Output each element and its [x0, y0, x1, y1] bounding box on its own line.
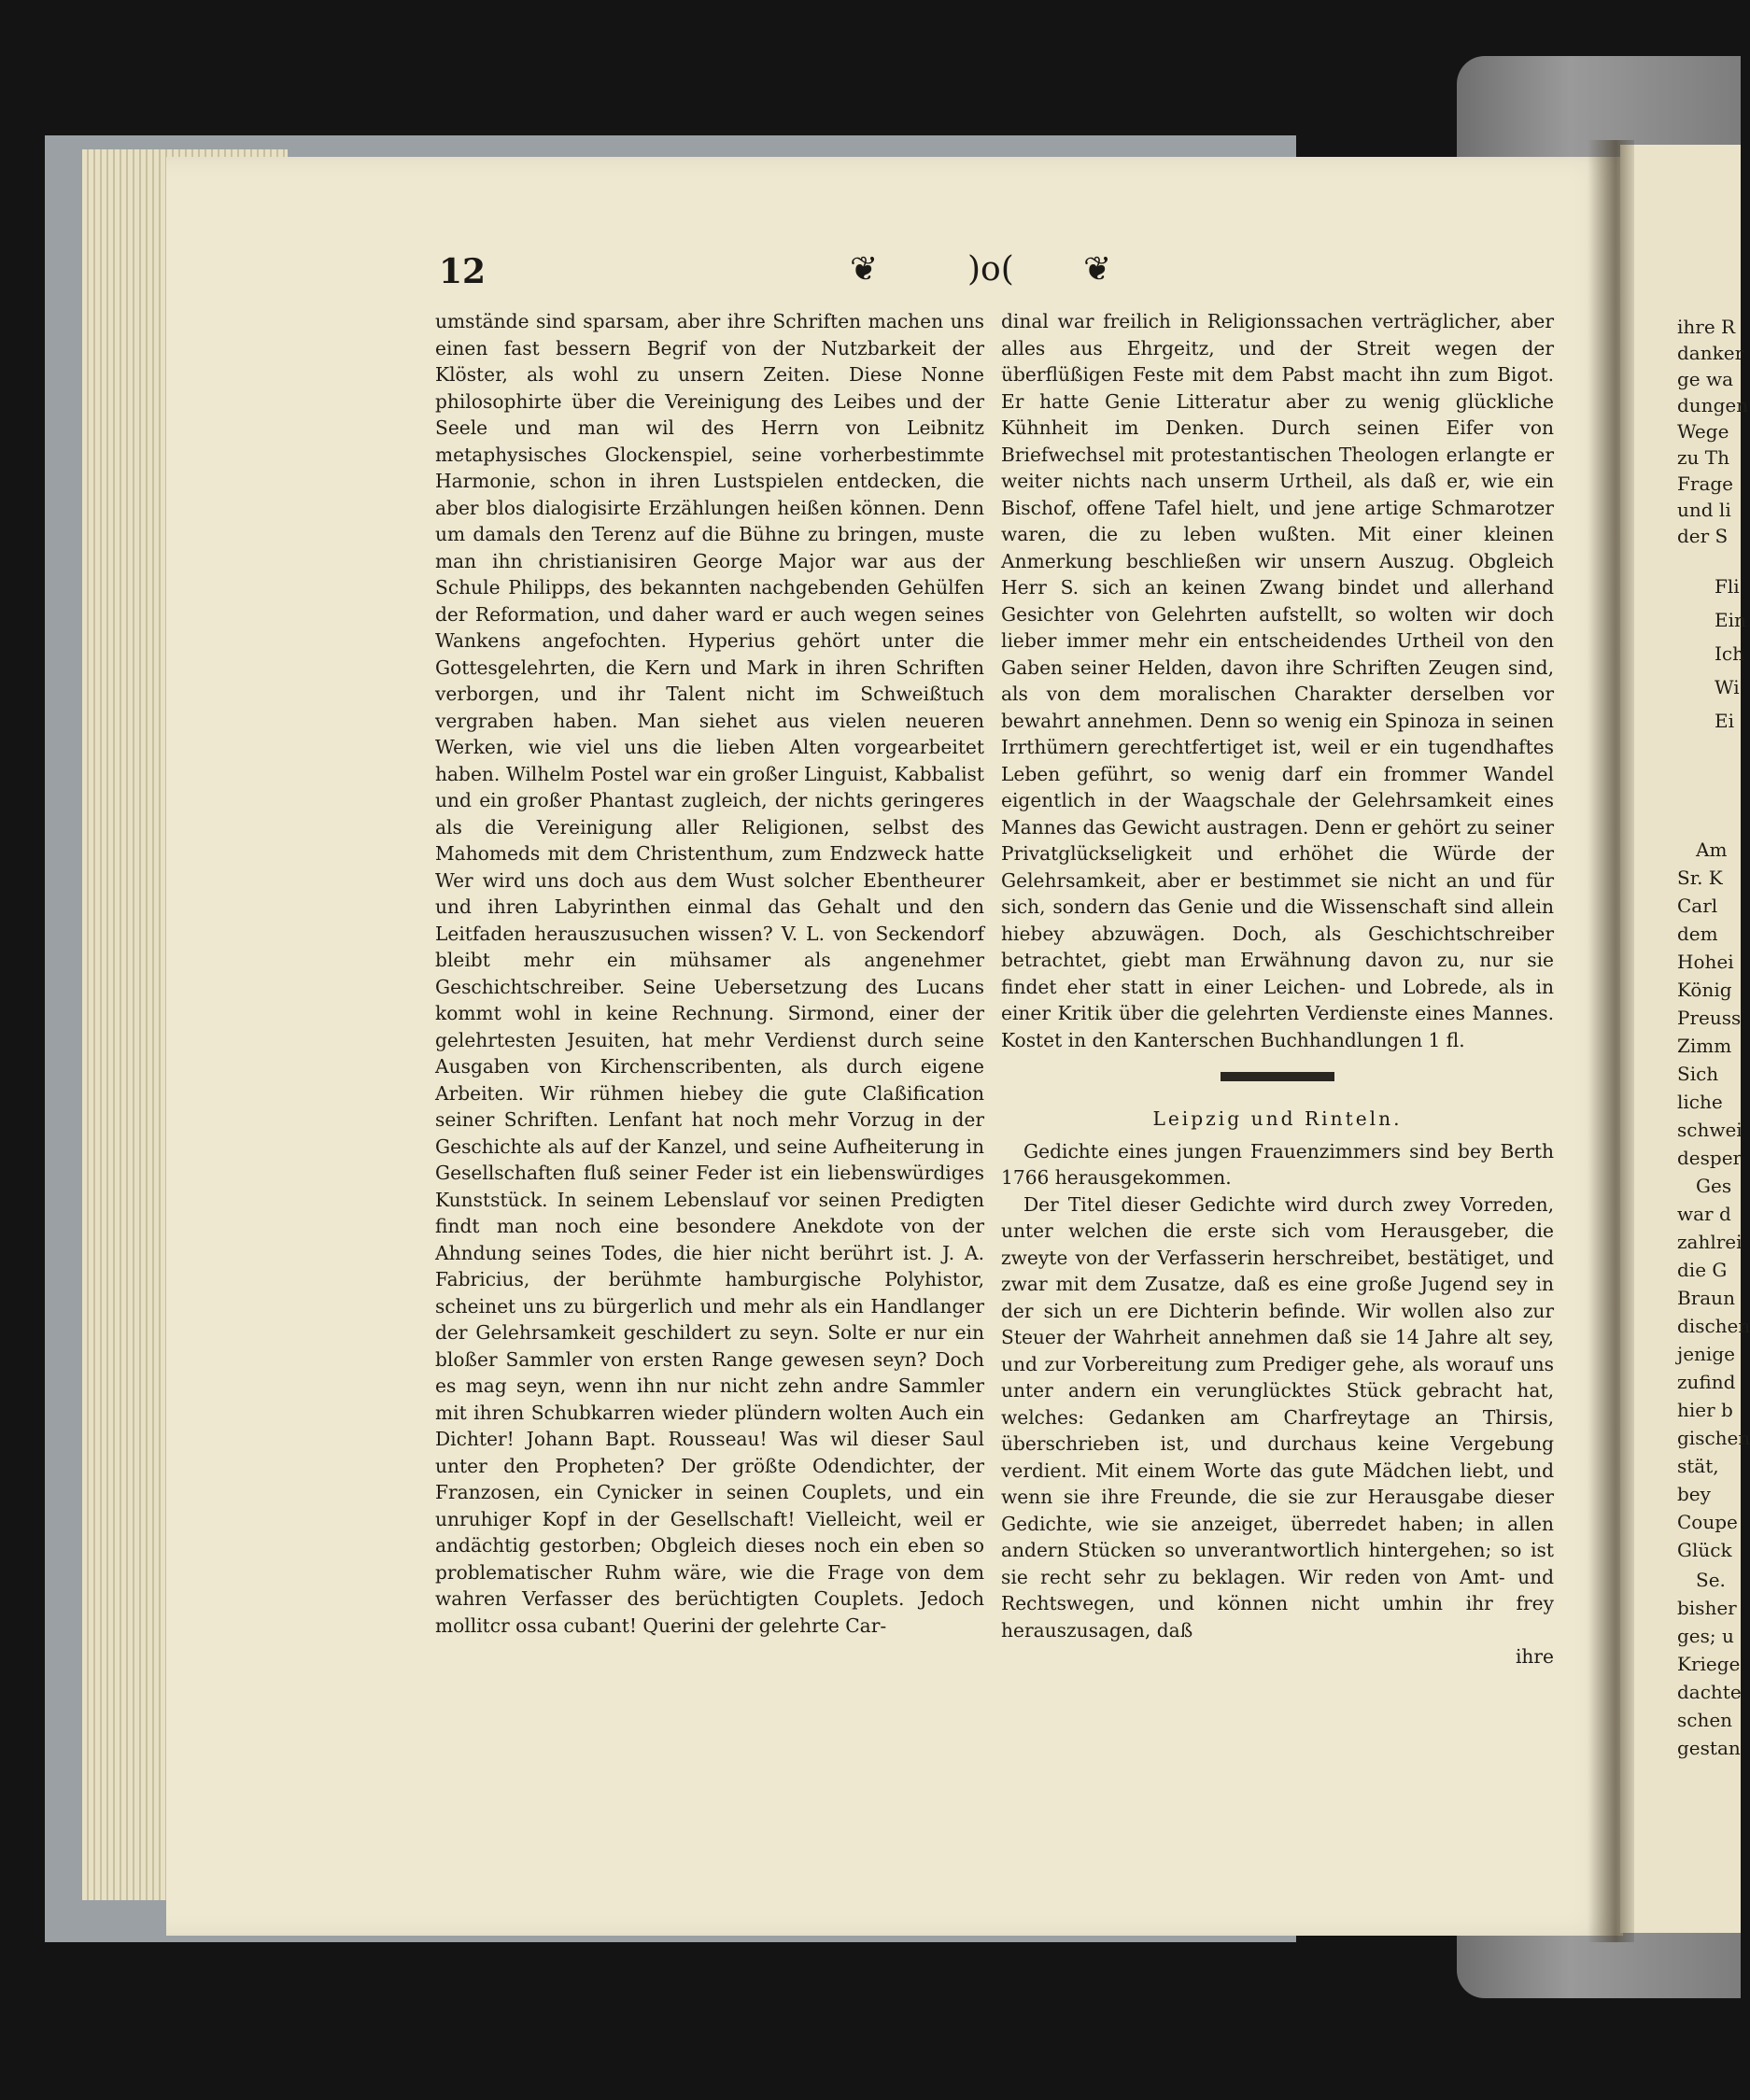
facing-line: Zimm — [1677, 1035, 1732, 1057]
section-heading: Leipzig und Rinteln. — [1152, 1107, 1403, 1130]
facing-line: ges; u — [1677, 1625, 1734, 1647]
facing-line: desper — [1677, 1147, 1743, 1169]
facing-line: Am — [1696, 839, 1728, 861]
facing-line: dachte — [1677, 1681, 1742, 1703]
facing-line: zahlrei — [1677, 1231, 1743, 1253]
page-number: 12 — [439, 252, 487, 291]
facing-line: gestan — [1677, 1737, 1741, 1759]
facing-line: Carl — [1677, 895, 1718, 917]
facing-line: König — [1677, 979, 1732, 1001]
facing-line: war d — [1677, 1203, 1731, 1225]
facing-line: hier b — [1677, 1399, 1733, 1421]
right-column-paragraph-1: dinal war freilich in Religionssachen verträglicher, aber alles aus Ehrgeitz, und der Streit wegen der überflüßigen Feste mit dem Pabst macht ihn zum Bigot. Er hatte Genie Litteratur aber zu wenig glückliche Kühnheit im Denken. Durch seinen Eifer von Briefwechsel mit protestantischen Theologen erlangte er weiter nichts nach unserm Urtheil, als daß er, wie ein Bischof, offene Tafel hielt, und jene artige Schmarotzer waren, die zu leben wußten. Mit einer kleinen Anmerkung beschließen wir unsern Auszug. Obgleich Herr S. sich an keinen Zwang bindet und allerhand Gesichter von Gelehrten aufstellt, so wolten wir doch lieber immer mehr ein entscheidendes Urtheil von den Gaben seiner Helden, davon ihre Schriften Zeugen sind, als von dem moralischen Charakter derselben vor bewahrt annehmen. Denn so wenig ein Spinoza in seinen Irrthümern gerechtfertiget ist, weil er ein tugendhaftes Leben geführt, so wenig darf ein frommer Wandel eigentlich in der Waagschale der Gelehrsamkeit eines Mannes das Gewicht austragen. Denn er gehört zu seiner Privatglückseligkeit und erhöhet die Würde der Gelehrsamkeit, aber er bestimmet sie nicht an und für sich, sondern das Genie und die Wissenschaft sind allein hiebey abzuwägen. Doch, als Geschichtschreiber betrachtet, giebt man Erwähnung davon zu, nur sie findet eher statt in einer Leichen- und Lobrede, als in einer Kritik über die gelehrten Verdienste eines Mannes. Kostet in den Kanterschen Buchhandlungen 1 fl. — [1001, 310, 1554, 1051]
section-divider — [1221, 1072, 1334, 1081]
facing-line: Wege — [1677, 420, 1729, 443]
facing-line: die G — [1677, 1259, 1728, 1281]
ornament-left: ❦ — [850, 250, 879, 289]
facing-line: schen — [1677, 1709, 1733, 1731]
left-column-text: umstände sind sparsam, aber ihre Schriften machen uns einen fast bessern Begrif von der Nutzbarkeit der Klöster, als wohl zu unsern Zeiten. Diese Nonne philosophirte über die Vereinigung des Leibes und der Seele und man wil des Herrn von Leibnitz metaphysisches Glockenspiel, seine vorherbestimmte Harmonie, schon in ihren Lustspielen entdecken, die aber blos dialogisirte Erzählungen heißen können. Denn um damals den Terenz auf die Bühne zu bringen, muste man ihn christianisiren George Major war aus der Schule Philipps, des bekannten nachgebenden Gehülfen der Reformation, und daher ward er auch wegen seines Wankens angefochten. Hyperius gehört unter die Gottesgelehrten, die Kern und Mark in ihren Schriften verborgen, und ihr Talent nicht im Schweißtuch vergraben haben. Man siehet aus vielen neueren Werken, wie viel uns die lieben Alten vorgearbeitet haben. Wilhelm Postel war ein großer Linguist, Kabbalist und ein großer Phantast zugleich, der nichts geringeres als die Vereinigung aller Religionen, selbst des Mahomeds mit dem Christenthum, zum Endzweck hatte Wer wird uns doch aus dem Wust solcher Ebentheurer und ihren Labyrinthen einmal das Gehalt und den Leitfaden herauszusuchen wissen? V. L. von Seckendorf bleibt mehr ein mühsamer als angenehmer Geschichtschreiber. Seine Uebersetzung des Lucans kommt wohl in keine Rechnung. Sirmond, einer der gelehrtesten Jesuiten, hat mehr Verdienst durch seine Ausgaben von Kirchenscribenten, als durch eigene Arbeiten. Wir rühmen hiebey die gute Claßification seiner Schriften. Lenfant hat noch mehr Vorzug in der Geschichte als auf der Kanzel, und seine Aufheiterung in Gesellschaften fluß seiner Feder ist ein liebenswürdiges Kunststück. In seinem Lebenslauf vor seinen Predigten findt man noch eine besondere Anekdote von der Ahndung seines Todes, die hier nicht berührt ist. J. A. Fabricius, der berühmte hamburgische Polyhistor, scheinet uns zu bürgerlich und mehr als ein Handlanger der Gelehrsamkeit geschildert zu seyn. Solte er nur ein bloßer Sammler von ersten Range gewesen seyn? Doch es mag seyn, wenn ihn nur nicht zehn andre Sammler mit ihren Schubkarren wieder plündern wolten Auch ein Dichter! Johann Bapt. Rousseau! Was wil dieser Saul unter den Propheten? Der größte Odendichter, der Franzosen, ein Cynicker in seinen Couplets, und ein unruhiger Kopf in der Gesellschaft! Vielleicht, weil er andächtig gestorben; Obgleich dieses noch ein eben so problematischer Ruhm wäre, wie die Frage von dem wahren Verfasser des berüchtigten Couplets. Jedoch mollitcr ossa cubant! Querini der gelehrte Car- — [435, 310, 984, 1637]
facing-line: zufind — [1677, 1371, 1736, 1393]
facing-line: Kriege — [1677, 1653, 1741, 1675]
facing-line: Ein — [1715, 609, 1746, 631]
facing-line: Frage — [1677, 472, 1733, 495]
facing-line: Wi — [1715, 676, 1740, 698]
facing-line: dischen — [1677, 1315, 1750, 1337]
facing-line: Hohei — [1677, 951, 1734, 973]
facing-line: schwei — [1677, 1119, 1743, 1141]
facing-line: Ich — [1715, 642, 1744, 665]
facing-line: Ges — [1696, 1175, 1732, 1197]
ornament-center: )o( — [967, 250, 1014, 289]
facing-line: Sr. K — [1677, 867, 1723, 889]
facing-line: liche — [1677, 1091, 1723, 1113]
facing-line: jenige — [1677, 1343, 1735, 1365]
catchword: ihre — [1515, 1645, 1554, 1668]
facing-line: Coupe — [1677, 1511, 1738, 1533]
facing-line: ihre R — [1677, 316, 1736, 338]
facing-line: bey — [1677, 1483, 1711, 1505]
facing-line: Sich — [1677, 1063, 1719, 1085]
facing-line: Preuss — [1677, 1007, 1742, 1029]
facing-line: Fli — [1715, 575, 1740, 598]
left-column — [435, 308, 984, 1639]
right-column — [1001, 308, 1554, 1670]
ornament-right: ❦ — [1083, 250, 1112, 289]
facing-line: dem — [1677, 923, 1718, 945]
right-column-paragraph-2: Der Titel dieser Gedichte wird durch zwey Vorreden, unter welchen die erste sich vom Herausgeber, die zweyte von der Verfasserin herschreibet, bestätiget, und zwar mit dem Zusatze, daß es eine große Jugend sey in der sich un ere Dichterin befinde. Wir wollen also zur Steuer der Wahrheit annehmen daß sie 14 Jahre alt sey, und zur Vorbereitung zum Prediger gehe, als worauf uns unter andern ein verunglücktes Stück gebracht hat, welches: Gedanken am Charfreytage an Thirsis, überschrieben ist, und durchaus keine Vergebung verdient. Mit einem Worte das gute Mädchen liebt, und wenn sie ihre Freunde, die sie zur Herausgabe dieser Gedichte, wie sie anzeiget, überredet haben; in allen andern Stücken so unverantwortlich hintergehen; so ist sie recht sehr zu beklagen. Wir reden von Amt- und Rechtswegen, und können nicht umhin ihr frey herauszusagen, daß — [1001, 1192, 1554, 1642]
facing-line: zu Th — [1677, 446, 1729, 469]
facing-line: bisher — [1677, 1597, 1737, 1619]
facing-line: dungen — [1677, 394, 1749, 416]
facing-line: Braun — [1677, 1287, 1735, 1309]
facing-line: gischen — [1677, 1427, 1750, 1449]
facing-line: der S — [1677, 525, 1729, 547]
facing-line: danker — [1677, 342, 1744, 364]
facing-line: Glück — [1677, 1539, 1732, 1561]
facing-line: Se. — [1696, 1569, 1726, 1591]
section-subheading: Gedichte eines jungen Frauenzimmers sind bey Berth 1766 herausgekommen. — [1001, 1139, 1554, 1189]
book-gutter — [1588, 140, 1634, 1942]
facing-line: ge wa — [1677, 368, 1734, 390]
facing-line: und li — [1677, 499, 1731, 521]
facing-line: Ei — [1715, 710, 1734, 732]
facing-line: stät, — [1677, 1455, 1719, 1477]
